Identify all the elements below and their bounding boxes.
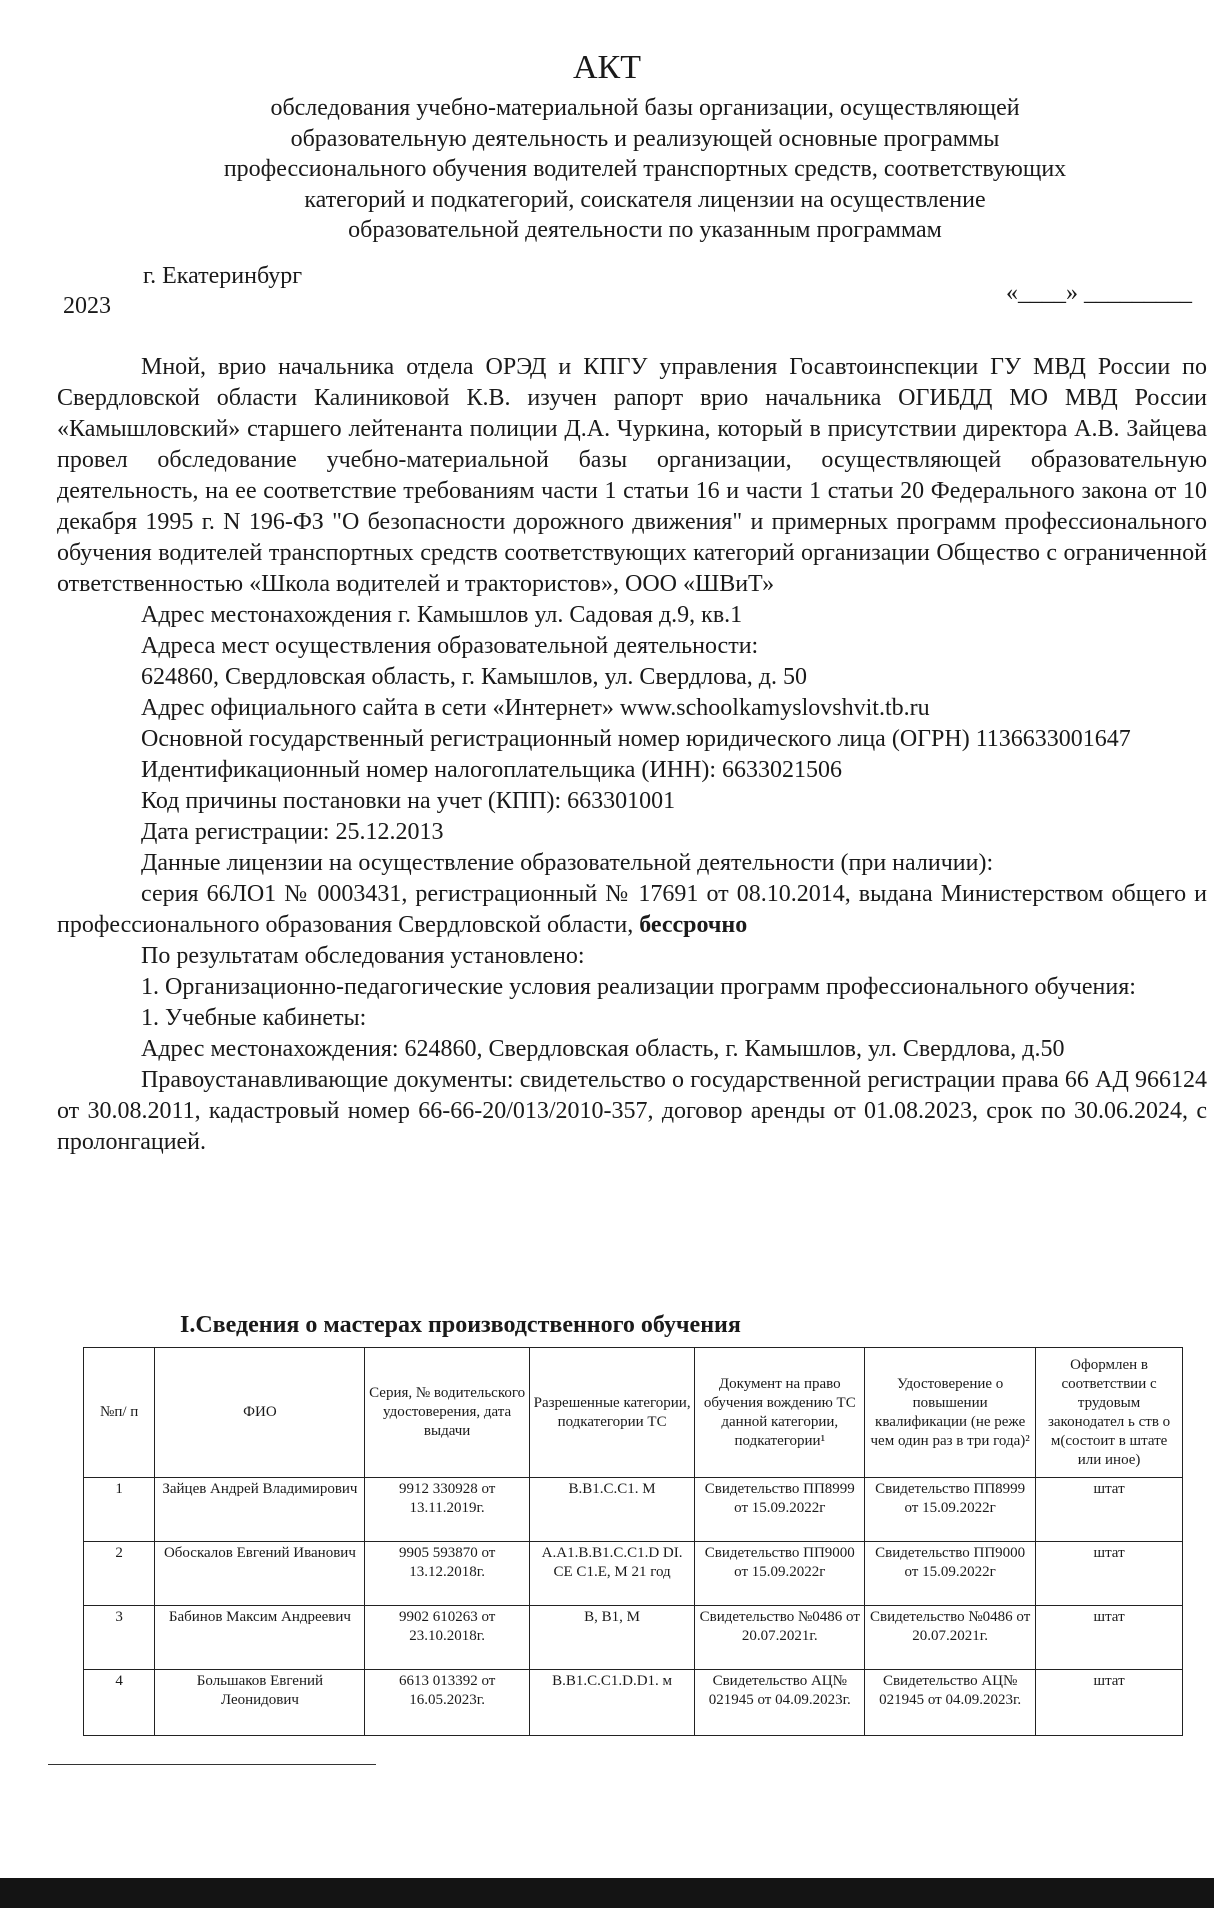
website: Адрес официального сайта в сети «Интернет» www.schoolkamyslovshvit.tb.ru bbox=[141, 695, 930, 721]
masters-table bbox=[83, 1347, 1183, 1736]
cell-categories: A.A1.B.B1.C.C1.D DI. CE C1.E, M 21 год bbox=[529, 1542, 695, 1606]
table-row bbox=[84, 1478, 1183, 1542]
results-label: По результатам обследования установлено: bbox=[141, 943, 585, 969]
kpp: Код причины постановки на учет (КПП): 663301001 bbox=[141, 788, 676, 814]
subtitle-line: обследования учебно-материальной базы организации, осуществляющей bbox=[270, 95, 1020, 121]
section-title: I.Сведения о мастерах производственного обучения bbox=[180, 1312, 741, 1338]
cell-number: 4 bbox=[84, 1670, 155, 1736]
cell-employment: штат bbox=[1036, 1606, 1183, 1670]
table-header-row bbox=[84, 1348, 1183, 1478]
cell-teaching-document: Свидетельство №0486 от 20.07.2021г. bbox=[695, 1606, 865, 1670]
cell-qualification: Свидетельство №0486 от 20.07.2021г. bbox=[865, 1606, 1036, 1670]
subtitle-line: образовательной деятельности по указанным программам bbox=[348, 217, 942, 243]
table-row bbox=[84, 1606, 1183, 1670]
year: 2023 bbox=[63, 293, 111, 319]
cell-employment: штат bbox=[1036, 1542, 1183, 1606]
header-employment: Оформлен в соответствии с трудовым законодател ь ств о м(состоит в штате или иное) bbox=[1036, 1348, 1183, 1478]
education-address: 624860, Свердловская область, г. Камышлов, ул. Свердлова, д. 50 bbox=[141, 664, 807, 690]
footnote-divider bbox=[48, 1764, 376, 1765]
header-categories: Разрешенные категории, подкатегории ТС bbox=[529, 1348, 695, 1478]
registration-date: Дата регистрации: 25.12.2013 bbox=[141, 819, 444, 845]
cell-license: 9902 610263 от 23.10.2018г. bbox=[365, 1606, 529, 1670]
document-body bbox=[57, 352, 1207, 1158]
date-blank: «____» _________ bbox=[1006, 280, 1192, 306]
inn: Идентификационный номер налогоплательщика (ИНН): 6633021506 bbox=[141, 757, 843, 783]
cell-teaching-document: Свидетельство ПП8999 от 15.09.2022г bbox=[695, 1478, 865, 1542]
table-row bbox=[84, 1542, 1183, 1606]
scan-edge bbox=[0, 1878, 1214, 1908]
cell-employment: штат bbox=[1036, 1478, 1183, 1542]
cell-number: 3 bbox=[84, 1606, 155, 1670]
cell-categories: B.B1.C.C1.D.D1. м bbox=[529, 1670, 695, 1736]
license-label: Данные лицензии на осуществление образовательной деятельности (при наличии): bbox=[141, 850, 994, 876]
classrooms-address: Адрес местонахождения: 624860, Свердловская область, г. Камышлов, ул. Свердлова, д.50 bbox=[141, 1036, 1065, 1062]
cell-license: 9912 330928 от 13.11.2019г. bbox=[365, 1478, 529, 1542]
cell-teaching-document: Свидетельство ПП9000 от 15.09.2022г bbox=[695, 1542, 865, 1606]
cell-name: Обоскалов Евгений Иванович bbox=[155, 1542, 365, 1606]
document-subtitle bbox=[0, 93, 1214, 246]
cell-number: 1 bbox=[84, 1478, 155, 1542]
address-location: Адрес местонахождения г. Камышлов ул. Садовая д.9, кв.1 bbox=[141, 602, 743, 628]
cell-license: 9905 593870 от 13.12.2018г. bbox=[365, 1542, 529, 1606]
cell-name: Бабинов Максим Андреевич bbox=[155, 1606, 365, 1670]
city: г. Екатеринбург bbox=[143, 263, 303, 289]
cell-employment: штат bbox=[1036, 1670, 1183, 1736]
classrooms-heading: 1. Учебные кабинеты: bbox=[141, 1005, 367, 1031]
cell-qualification: Свидетельство АЦ№ 021945 от 04.09.2023г. bbox=[865, 1670, 1036, 1736]
header-number: №п/ п bbox=[84, 1348, 155, 1478]
cell-name: Большаков Евгений Леонидович bbox=[155, 1670, 365, 1736]
ownership-documents: Правоустанавливающие документы: свидетельство о государственной регистрации права 66 АД 966124 от 30.08.2011, кадастровый номер 66-66-20/013/2010-357, договор аренды от 01.08.2023, срок по 30.06.2024, с пролонгацией. bbox=[57, 1067, 1207, 1155]
cell-teaching-document: Свидетельство АЦ№ 021945 от 04.09.2023г. bbox=[695, 1670, 865, 1736]
cell-license: 6613 013392 от 16.05.2023г. bbox=[365, 1670, 529, 1736]
subtitle-line: образовательную деятельность и реализующей основные программы bbox=[290, 125, 1000, 152]
cell-name: Зайцев Андрей Владимирович bbox=[155, 1478, 365, 1542]
header-name: ФИО bbox=[155, 1348, 365, 1478]
header-license: Серия, № водительского удостоверения, дата выдачи bbox=[365, 1348, 529, 1478]
education-addresses-label: Адреса мест осуществления образовательной деятельности: bbox=[141, 633, 759, 659]
cell-categories: B.B1.C.C1. M bbox=[529, 1478, 695, 1542]
subtitle-line: категорий и подкатегорий, соискателя лицензии на осуществление bbox=[304, 186, 986, 213]
table-row bbox=[84, 1670, 1183, 1736]
cell-qualification: Свидетельство ПП9000 от 15.09.2022г bbox=[865, 1542, 1036, 1606]
ogrn: Основной государственный регистрационный номер юридического лица (ОГРН) 1136633001647 bbox=[141, 726, 1131, 752]
license-term: бессрочно bbox=[639, 912, 748, 938]
cell-number: 2 bbox=[84, 1542, 155, 1606]
header-teaching-document: Документ на право обучения вождению ТС данной категории, подкатегории¹ bbox=[695, 1348, 865, 1478]
conditions-heading: 1. Организационно-педагогические условия реализации программ профессионального обучения: bbox=[141, 974, 1136, 1000]
subtitle-line: профессионального обучения водителей транспортных средств, соответствующих bbox=[223, 156, 1067, 182]
license-text: серия 66ЛО1 № 0003431, регистрационный № 17691 от 08.10.2014, выдана Министерством общего и профессионального образования Свердловской области, bbox=[57, 881, 1207, 938]
intro-paragraph: Мной, врио начальника отдела ОРЭД и КПГУ управления Госавтоинспекции ГУ МВД России по Свердловской области Калиниковой К.В. изучен рапорт врио начальника ОГИБДД МО МВД России «Камышловский» старшего лейтенанта полиции Д.А. Чуркина, который в присутствии директора А.В. Зайцева провел обследование учебно-материальной базы организации, осуществляющей образовательную деятельность, на ее соответствие требованиям части 1 статьи 16 и части 1 статьи 20 Федерального закона от 10 декабря 1995 г. N 196-ФЗ "О безопасности дорожного движения" и примерных программ профессионального обучения водителей транспортных средств соответствующих категорий организации Общество с ограниченной ответственностью «Школа водителей и трактористов», ООО «ШВиТ» bbox=[57, 354, 1207, 597]
header-qualification: Удостоверение о повышении квалификации (не реже чем один раз в три года)² bbox=[865, 1348, 1036, 1478]
cell-qualification: Свидетельство ПП8999 от 15.09.2022г bbox=[865, 1478, 1036, 1542]
license-details bbox=[57, 879, 1207, 941]
document-title: АКТ bbox=[573, 49, 641, 86]
cell-categories: B, B1, M bbox=[529, 1606, 695, 1670]
